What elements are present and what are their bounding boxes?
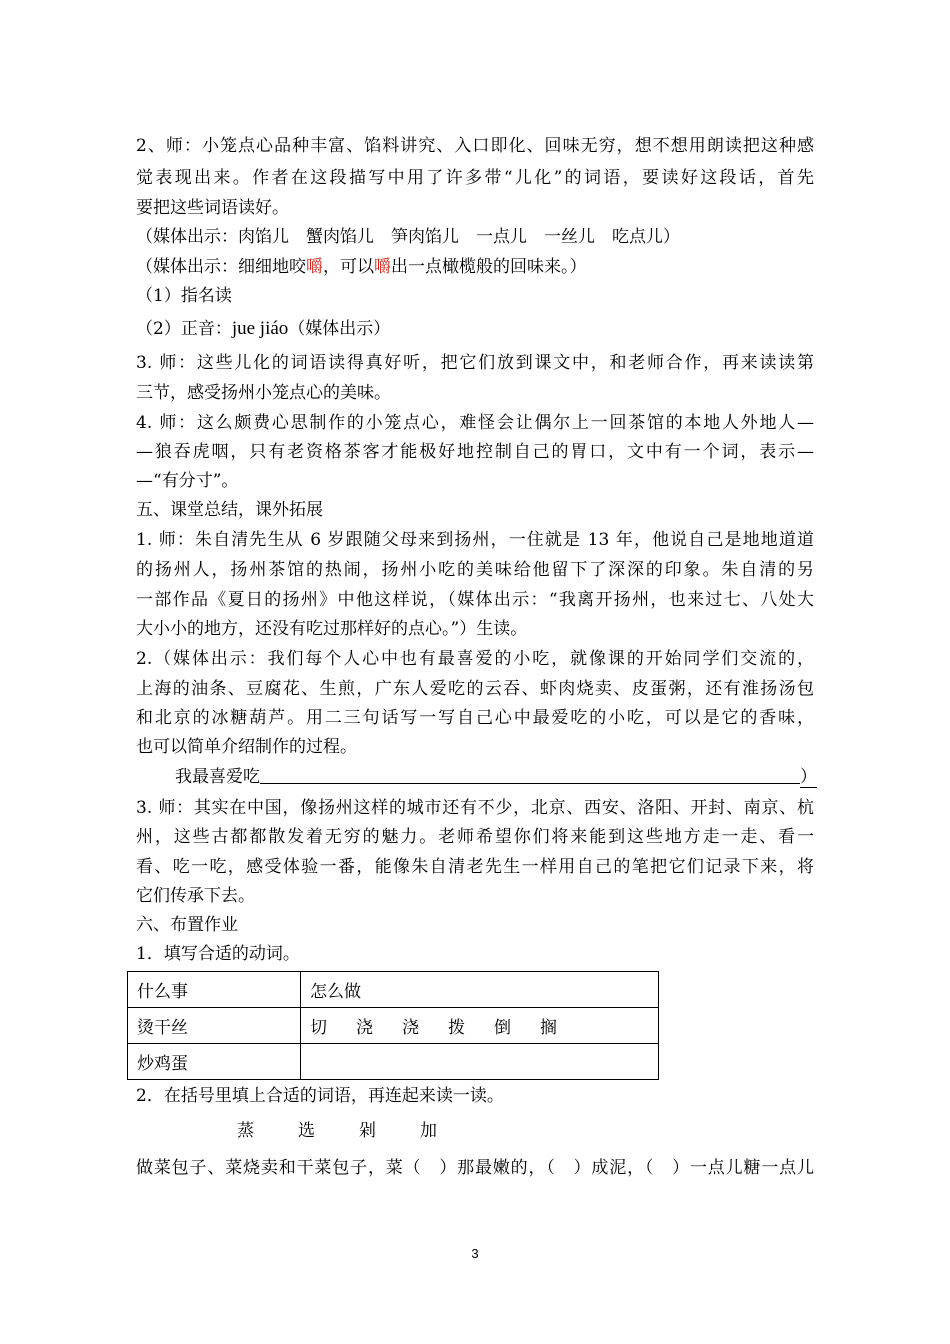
paragraph-line: 做菜包子、菜烧卖和干菜包子，菜（ ）那最嫩的，（ ）成泥，（ ）一点儿糖一点儿: [136, 1158, 814, 1178]
paragraph-line: —狼吞虎咽，只有老资格茶客才能极好地控制自己的胃口，文中有一个词，表示—: [136, 442, 814, 462]
word-bank: [237, 1116, 481, 1146]
paragraph-line: —“有分寸”。: [136, 471, 239, 491]
section-heading: 六、布置作业: [136, 915, 238, 935]
exercise-title: 2．在括号里填上合适的词语，再连起来读一读。: [136, 1086, 504, 1106]
answer-blank[interactable]: [260, 763, 800, 784]
text-segment: （媒体出示）: [288, 319, 391, 339]
step-line: [136, 314, 390, 344]
paragraph-line: 大小小的地方，还没有吃过那样好的点心。”）生读。: [136, 619, 528, 639]
table-row: [128, 1044, 659, 1080]
text-segment: （媒体出示：细细地咬: [136, 257, 306, 277]
paragraph-line: 看、吃一吃，感受体验一番，能像朱自清老先生一样用自己的笔把它们记录下来，将: [136, 857, 814, 877]
paragraph-line: 也可以简单介绍制作的过程。: [136, 737, 357, 757]
table-header-cell: 怎么做: [301, 972, 659, 1008]
table-cell: 切 浇 浇 拨 倒 搁: [301, 1008, 659, 1044]
paragraph-line: 要把这些词语读好。: [136, 198, 289, 218]
word-bank-item: 剁: [359, 1121, 376, 1141]
table-answer-cell[interactable]: [301, 1044, 659, 1080]
fill-in-prompt: 我最喜爱吃: [175, 767, 260, 787]
text-segment: （2）正音：: [136, 319, 232, 339]
table-cell: 炒鸡蛋: [128, 1044, 301, 1080]
paragraph-line: 4. 师：这么颇费心思制作的小笼点心，难怪会让偶尔上一回茶馆的本地人外地人—: [136, 413, 814, 433]
pinyin-text: jue jiáo: [231, 318, 289, 339]
fill-in-line: [175, 762, 817, 792]
highlighted-character: 嚼: [306, 257, 323, 277]
paragraph-line: 三节，感受扬州小笼点心的美味。: [136, 383, 391, 403]
word-bank-item: 加: [420, 1121, 437, 1141]
paragraph-line: 2.（媒体出示：我们每个人心中也有最喜爱的小吃，就像课的开始同学们交流的，: [136, 649, 814, 669]
paragraph-line: 觉表现出来。作者在这段描写中用了许多带“儿化”的词语，要读好这段话，首先: [136, 168, 814, 188]
paragraph-line: 1. 师：朱自清先生从 6 岁跟随父母来到扬州，一住就是 13 年，他说自己是地地道道: [136, 530, 814, 550]
exercise-title: 1．填写合适的动词。: [136, 944, 300, 964]
text-segment: ，可以: [323, 257, 374, 277]
word-bank-item: 蒸: [237, 1121, 254, 1141]
closing-paren: ）: [800, 767, 817, 787]
paragraph-line: 上海的油条、豆腐花、生煎，广东人爱吃的云吞、虾肉烧卖、皮蛋粥，还有淮扬汤包: [136, 679, 814, 699]
word-bank-item: 选: [298, 1121, 315, 1141]
paragraph-line: 2、师：小笼点心品种丰富、馅料讲究、入口即化、回味无穷，想不想用朗读把这种感: [136, 136, 814, 156]
highlighted-character: 嚼: [374, 257, 391, 277]
section-heading: 五、课堂总结，课外拓展: [136, 500, 323, 520]
media-display-line: （媒体出示：肉馅儿 蟹肉馅儿 笋肉馅儿 一点儿 一丝儿 吃点儿）: [136, 227, 680, 247]
step-line: （1）指名读: [136, 286, 232, 306]
paragraph-line: 和北京的冰糖葫芦。用二三句话写一写自己心中最爱吃的小吃，可以是它的香味，: [136, 708, 814, 728]
table-row: [128, 1008, 659, 1044]
table-header-row: [128, 972, 659, 1008]
text-segment: 出一点橄榄般的回味来。）: [391, 257, 587, 277]
media-display-line: [136, 252, 587, 282]
paragraph-line: 3. 师：其实在中国，像扬州这样的城市还有不少，北京、西安、洛阳、开封、南京、杭: [136, 798, 814, 818]
paragraph-line: 一部作品《夏日的扬州》中他这样说，（媒体出示：“我离开扬州，也来过七、八处大: [136, 590, 814, 610]
paragraph-line: 州，这些古都都散发着无穷的魅力。老师希望你们将来能到这些地方走一走、看一: [136, 827, 814, 847]
verb-table: [127, 971, 659, 1080]
paragraph-line: 的扬州人，扬州茶馆的热闹，扬州小吃的美味给他留下了深深的印象。朱自清的另: [136, 560, 814, 580]
page-number: 3: [471, 1246, 479, 1261]
table-header-cell: 什么事: [128, 972, 301, 1008]
paragraph-line: 它们传承下去。: [136, 886, 255, 906]
table-cell: 烫干丝: [128, 1008, 301, 1044]
paragraph-line: 3. 师：这些儿化的词语读得真好听，把它们放到课文中，和老师合作，再来读读第: [136, 353, 814, 373]
